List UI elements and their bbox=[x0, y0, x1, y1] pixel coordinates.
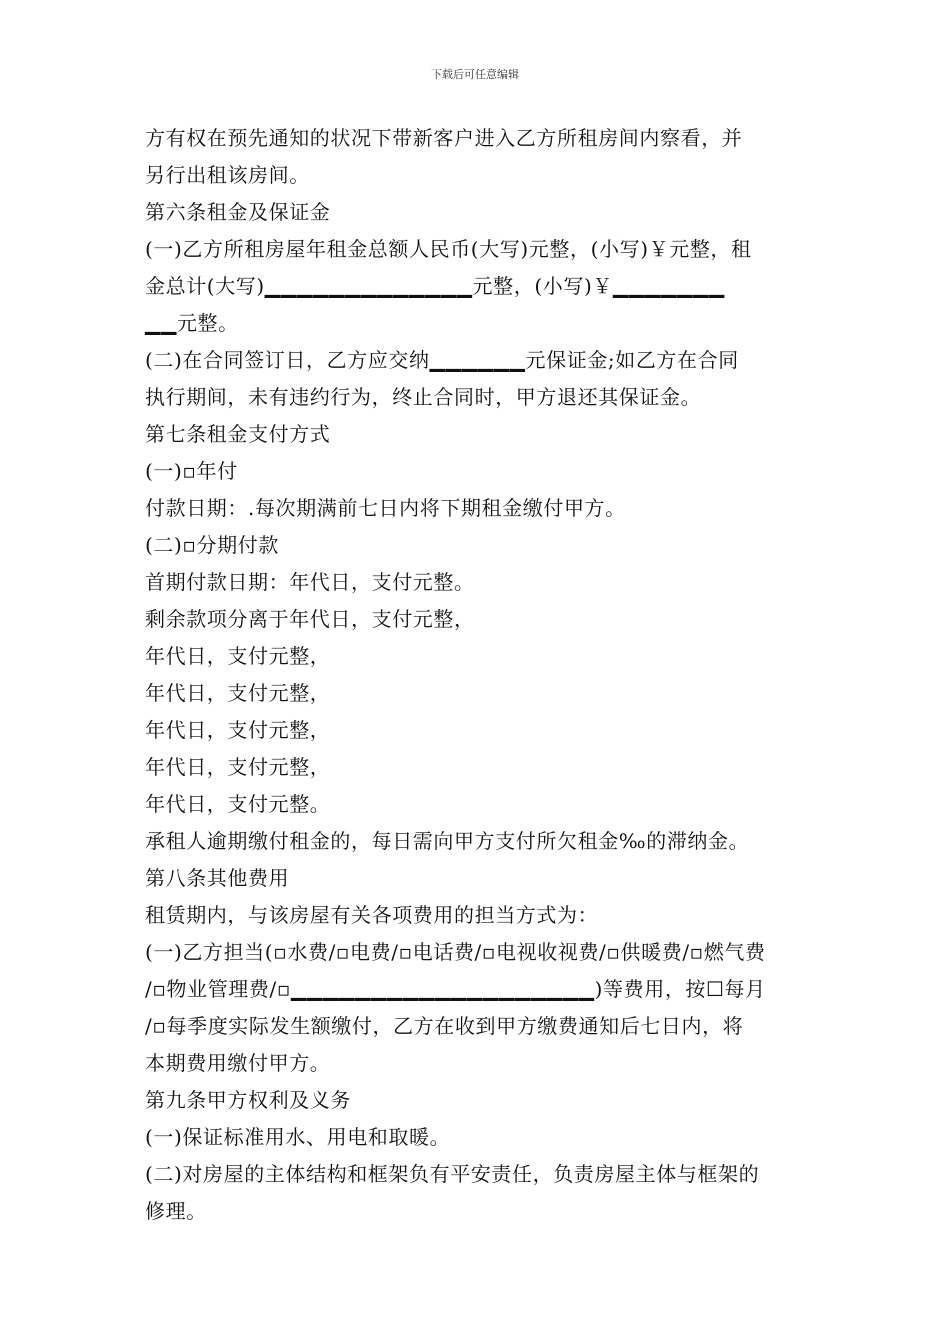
paragraph-line: 年代日，支付元整， bbox=[145, 718, 331, 742]
paragraph-line: (二)在合同签订日，乙方应交纳▁▁▁▁▁▁元保证金;如乙方在合同 bbox=[145, 348, 739, 372]
section-heading: 第九条甲方权利及义务 bbox=[145, 1088, 351, 1112]
paragraph-line: 年代日，支付元整， bbox=[145, 681, 331, 705]
page-header: 下载后可任意编辑 bbox=[431, 68, 519, 81]
paragraph-line: 另行出租该房间。 bbox=[145, 163, 310, 187]
paragraph-line: (一)乙方担当(▫水费/▫电费/▫电话费/▫电视收视费/▫供暖费/▫燃气费 bbox=[145, 940, 766, 964]
paragraph-line: (一)保证标准用水、用电和取暖。 bbox=[145, 1125, 451, 1149]
paragraph-line: 首期付款日期：年代日，支付元整。 bbox=[145, 570, 475, 594]
paragraph-line: (一)乙方所租房屋年租金总额人民币(大写)元整，(小写)￥元整，租 bbox=[145, 237, 752, 261]
paragraph-line: 剩余款项分离于年代日，支付元整， bbox=[145, 607, 475, 631]
paragraph-line: 方有权在预先通知的状况下带新客户进入乙方所租房间内察看，并 bbox=[145, 126, 743, 150]
paragraph-line: 修理。 bbox=[145, 1199, 207, 1223]
paragraph-line: 租赁期内，与该房屋有关各项费用的担当方式为： bbox=[145, 903, 599, 927]
paragraph-line: /▫每季度实际发生额缴付，乙方在收到甲方缴费通知后七日内，将 bbox=[145, 1014, 744, 1038]
paragraph-line: 年代日，支付元整， bbox=[145, 755, 331, 779]
paragraph-line: 付款日期：.每次期满前七日内将下期租金缴付甲方。 bbox=[145, 496, 626, 520]
paragraph-line: 年代日，支付元整， bbox=[145, 644, 331, 668]
paragraph-line: (二)对房屋的主体结构和框架负有平安责任，负责房屋主体与框架的 bbox=[145, 1162, 760, 1186]
section-heading: 第八条其他费用 bbox=[145, 866, 290, 890]
paragraph-line: 执行期间，未有违约行为，终止合同时，甲方退还其保证金。 bbox=[145, 385, 702, 409]
paragraph-line: 承租人逾期缴付租金的，每日需向甲方支付所欠租金‰的滞纳金。 bbox=[145, 829, 750, 853]
paragraph-line: (一)▫年付 bbox=[145, 459, 238, 483]
section-heading: 第六条租金及保证金 bbox=[145, 200, 331, 224]
paragraph-line: ▁▁元整。 bbox=[145, 311, 239, 335]
paragraph-line: 本期费用缴付甲方。 bbox=[145, 1051, 331, 1075]
paragraph-line: 金总计(大写)▁▁▁▁▁▁▁▁▁▁▁▁▁元整，(小写)￥▁▁▁▁▁▁▁ bbox=[145, 274, 725, 298]
paragraph-line: 年代日，支付元整。 bbox=[145, 792, 331, 816]
document-body bbox=[145, 120, 810, 1230]
section-heading: 第七条租金支付方式 bbox=[145, 422, 331, 446]
paragraph-line: /▫物业管理费/▫▁▁▁▁▁▁▁▁▁▁▁▁▁▁▁▁▁▁▁)等费用，按☐每月 bbox=[145, 977, 766, 1001]
paragraph-line: (二)▫分期付款 bbox=[145, 533, 279, 557]
